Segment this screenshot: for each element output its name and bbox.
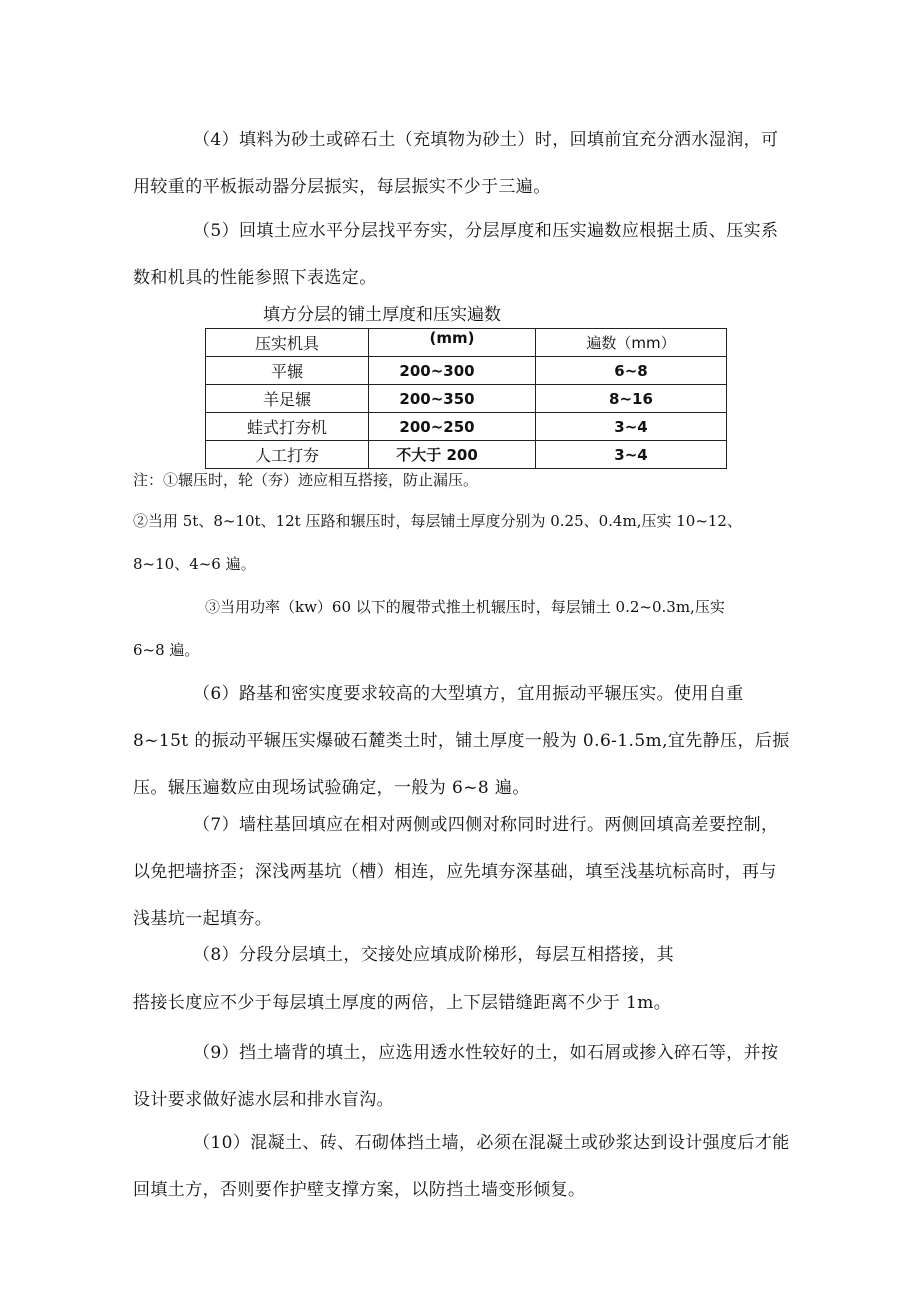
paragraph-10: （10）混凝土、砖、石砌体挡土墙，必须在混凝土或砂浆达到设计强度后才能回填土方，否则要作护壁支撑方案，以防挡土墙变形倾复。 [133,1133,790,1200]
paragraph-7: （7）墙柱基回填应在相对两侧或四侧对称同时进行。两侧回填高差要控制，以免把墙挤歪；深浅两基坑（槽）相连，应先填夯深基础，填至浅基坑标高时，再与浅基坑一起填夯。 [133,815,779,929]
header-thickness: (mm) [369,329,536,357]
paragraph-4: （4）填料为砂土或碎石土（充填物为砂土）时，回填前宜充分洒水湿润，可用较重的平板振动器分层振实，每层振实不少于三遍。 [133,130,779,197]
table-row [206,413,727,441]
cell-passes: 3~4 [536,441,727,469]
cell-machine: 蛙式打夯机 [206,413,369,441]
note-1: 注：①辗压时，轮（夯）迹应相互搭接，防止漏压。 [133,471,479,489]
table-header-row [206,329,727,357]
compaction-table [205,328,727,469]
cell-thickness: 200~300 [369,357,536,385]
cell-passes: 3~4 [536,413,727,441]
cell-passes: 6~8 [536,357,727,385]
table-caption: 填方分层的铺土厚度和压实遍数 [263,305,501,325]
paragraph-9: （9）挡土墙背的填土，应选用透水性较好的土，如石屑或掺入碎石等，并按设计要求做好滤水层和排水盲沟。 [133,1043,779,1110]
note-3-line-2: 6~8 遍。 [133,641,200,659]
cell-machine: 平辗 [206,357,369,385]
header-passes: 遍数（mm） [536,329,727,357]
table-row [206,357,727,385]
note-2-line-1: ②当用 5t、8~10t、12t 压路和辗压时，每层铺土厚度分别为 0.25、0.4m,压实 10~12、 [133,512,742,530]
cell-thickness: 不大于 200 [369,441,536,469]
cell-machine: 人工打夯 [206,441,369,469]
cell-thickness: 200~250 [369,413,536,441]
header-machine: 压实机具 [206,329,369,357]
cell-thickness: 200~350 [369,385,536,413]
table-row [206,385,727,413]
cell-passes: 8~16 [536,385,727,413]
cell-machine: 羊足辗 [206,385,369,413]
paragraph-5: （5）回填土应水平分层找平夯实，分层厚度和压实遍数应根据土质、压实系数和机具的性能参照下表选定。 [133,221,779,288]
paragraph-6: （6）路基和密实度要求较高的大型填方，宜用振动平辗压实。使用自重 8~15t 的振动平辗压实爆破石麓类土时，铺土厚度一般为 0.6-1.5m,宜先静压，后振压。辗压遍数应由现场试验确定，一般为 6~8 遍。 [133,684,790,798]
paragraph-8-line-2: 搭接长度应不少于每层填土厚度的两倍，上下层错缝距离不少于 1m。 [133,993,672,1013]
note-3-line-1: ③当用功率（kw）60 以下的履带式推土机辗压时，每层铺土 0.2~0.3m,压实 [205,598,725,616]
note-2-line-2: 8~10、4~6 遍。 [133,555,256,573]
paragraph-8-line-1: （8）分段分层填土，交接处应填成阶梯形，每层互相搭接，其 [193,945,675,965]
